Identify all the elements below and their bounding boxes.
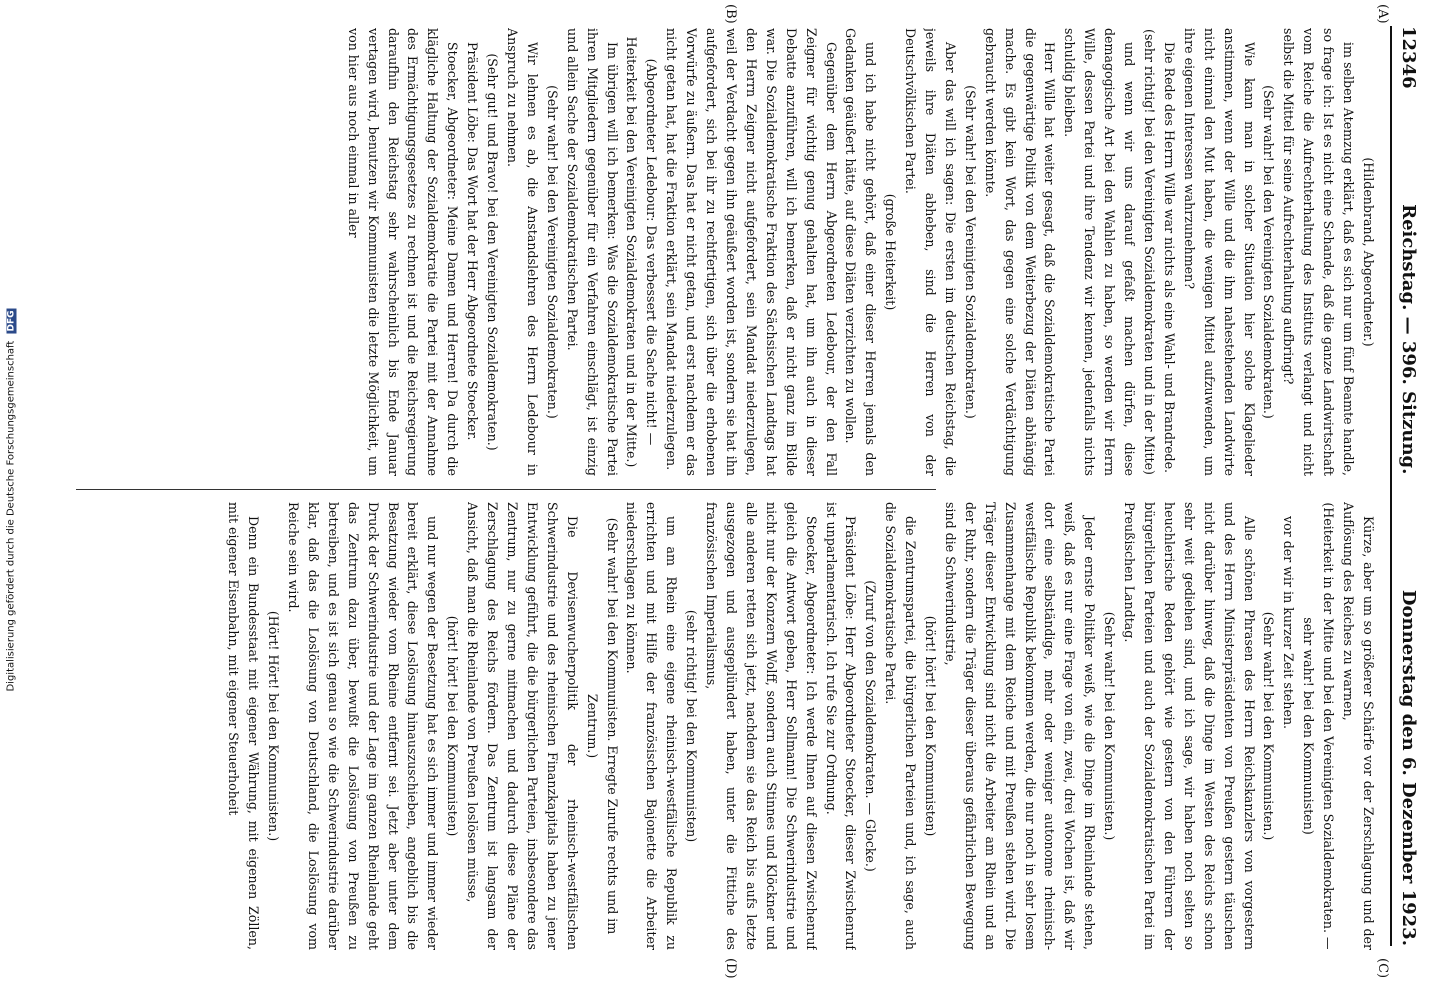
margin-mark-b: (B) xyxy=(723,4,738,24)
page-header xyxy=(1390,26,1426,946)
right-column-paragraph: Kürze, aber um so größerer Schärfe vor der Zerschlagung und der Auflösung des Reiches zu warnen, xyxy=(1341,502,1376,950)
right-column-paragraph: Alle schönen Phrasen des Herrn Reichskanzlers von vorgestern und des Herrn Ministerpräsidenten von Preußen gestern täuschen nicht darüber hinweg, daß die Dinge im Westen des Reichs schon sehr weit gediehen sind, und ich sage, wir haben noch selten so heuchlerische Reden gehört wie gestern von den Führern der bürgerlichen Parteien und auch der Sozialdemokratischen Partei im Preußischen Landtag. xyxy=(1122,502,1257,950)
left-column-paragraph: Die Rede des Herrn Wille war nichts als eine Wahl- und Brandrede. xyxy=(1161,42,1177,474)
funding-note xyxy=(6,308,17,691)
right-column-paragraph: Präsident Löbe: Herr Abgeordneter Stoecker, dieser Zwischenruf ist unparlamentarisch. Ich rufe Sie zur Ordnung. xyxy=(823,502,859,950)
right-column-paragraph: vor der wir in kurzer Zeit stehen. xyxy=(1281,516,1297,730)
right-text-column xyxy=(68,502,1378,950)
left-column-paragraph: Wie kann man in solcher Situation hier solche Klagelieder anstimmen, wenn der Wille und die ihm nahestehenden Landwirte nicht einmal den Mut haben, die wenigen Mittel aufzuwenden, um ihre eigenen Interessen wahrzunehmen? xyxy=(1181,28,1257,476)
left-column-paragraph: (sehr richtig! bei den Vereinigten Sozialdemokraten und in der Mitte) xyxy=(1142,29,1158,475)
right-column-paragraph: (Sehr wahr! bei den Kommunisten. Erregte Zurufe rechts und im Zentrum.) xyxy=(584,517,620,935)
session-title: Reichstag. — 396. Sitzung. xyxy=(1398,204,1420,475)
funding-text: Digitalisierung gefördert durch die Deutsche Forschungsgemeinschaft xyxy=(5,340,17,692)
right-column-paragraph: um am Rhein eine eigene rheinisch-westfälische Republik zu errichten und mit Hilfe der französischen Bajonette die Arbeiter niederschlagen zu können. xyxy=(624,502,680,950)
left-column-paragraph: und wenn wir uns darauf gefaßt machen dürfen, diese demagogische Art bei den Wahlen zu haben, so werden wir Herrn Wille, dessen Partei und ihre Tendenz wir kennen, jedenfalls nichts schuldig bleiben. xyxy=(1062,28,1138,476)
left-column-paragraph: Präsident Löbe: Das Wort hat der Herr Abgeordnete Stoecker. xyxy=(465,42,481,441)
right-column-paragraph: Jeder ernste Politiker weiß, wie die Dinge im Rheinlande stehen, weiß, daß es nur eine Frage von ein, zwei, drei Wochen ist, daß wir dort eine selbständige, mehr oder weniger autonome rheinisch-westfälische Republik bekommen werden, die nur noch in sehr losem Zusammenhange mit dem Reiche und mit Preußen stehen wird. Die Träger dieser Entwicklung sind nicht die Arbeiter am Rhein und an der Ruhr, sondern die Träger dieser überaus gefährlichen Bewegung sind die Schwerindustrie, xyxy=(942,502,1098,950)
right-column-paragraph: und nur wegen der Besetzung hat es sich immer und immer wieder bereit erklärt, diese Loslösung hinauszuschieben, angeblich bis die Besatzung wieder vom Rheine entfernt sei. Jetzt aber unter dem Druck der Schwerindustrie und der Lage im ganzen Rheinlande geht das Zentrum dazu über, bewußt die Loslösung von Preußen zu betreiben, und es ist sich genau so wie die Schwerindustrie darüber klar, daß das die Loslösung von Deutschland, die Loslösung vom Reiche sein wird. xyxy=(286,502,441,950)
page-number: 12346 xyxy=(1398,26,1420,89)
right-column-paragraph: (hört! hört! bei den Kommunisten) xyxy=(923,615,939,837)
left-column-paragraph: (Sehr wahr! bei den Vereinigten Sozialdemokraten.) xyxy=(544,85,560,419)
right-column-paragraph: (sehr richtig! bei den Kommunisten) xyxy=(684,609,700,843)
footer-strip xyxy=(0,0,22,1000)
column-divider xyxy=(76,489,936,490)
right-column-paragraph: (Sehr wahr! bei den Kommunisten.) xyxy=(1261,611,1277,841)
left-column-paragraph: Im übrigen will ich bemerken: Was die Sozialdemokratische Partei ihren Mitgliedern gegenüber für ein Verfahren einschlägt, ist einzig und allein Sache der Sozialdemokratischen Partei. xyxy=(564,28,620,476)
left-column-paragraph: (Sehr wahr! bei den Vereinigten Sozialdemokraten.) xyxy=(1261,85,1277,419)
margin-mark-c: (C) xyxy=(1375,958,1390,979)
left-column-paragraph: Stoecker, Abgeordneter: Meine Damen und Herren! Da durch die klägliche Haltung der Sozialdemokratie die Partei mit der Annahme des Ermächtigungsgesetzes zu rechnen ist und die Reichsregierung daraufhin den Reichstag sehr wahrscheinlich bis Ende Januar vertagen wird, benutzen wir Kommunisten die letzte Möglichkeit, um von hier aus noch einmal in aller xyxy=(345,28,461,476)
left-column-paragraph: Herr Wille hat weiter gesagt, daß die Sozialdemokratische Partei die gegenwärtige Politik von dem Weiterbezug der Diäten abhängig mache. Es gibt kein Wort, das gegen eine solche Verdächtigung gebraucht werden könnte. xyxy=(982,28,1058,476)
left-column-paragraph: Aber das will ich sagen: Die ersten im deutschen Reichstag, die jeweils ihre Diäten abheben, sind die Herren von der Deutschvölkischen Partei. xyxy=(903,28,958,476)
right-column-paragraph: (Heiterkeit in der Mitte und bei den Vereinigten Sozialdemokraten. — sehr wahr! bei den Kommunisten) xyxy=(1301,502,1337,950)
margin-mark-a: (A) xyxy=(1375,4,1390,24)
dfg-logo: DFG xyxy=(6,310,17,332)
left-column-paragraph: (Hildenbrand, Abgeordneter.) xyxy=(1361,157,1376,347)
left-column-paragraph: (Sehr gut! und Bravo! bei den Vereinigten Sozialdemokraten.) xyxy=(485,53,501,451)
right-column-paragraph: die Zentrumspartei, die bürgerlichen Parteien und, ich sage, auch die Sozialdemokratische Partei. xyxy=(883,502,919,950)
left-column-paragraph: (Abgeordneter Ledebour: Das verbessert die Sache nicht! — Heiterkeit bei den Vereinigten Sozialdemokraten und in der Mitte.) xyxy=(624,36,660,468)
right-column-paragraph: Stoecker, Abgeordneter: Ich werde Ihnen auf diesen Zwischenruf gleich die Antwort geben, Herr Sollmann! Die Schwerindustrie und nicht nur der Konzern Wolff, sondern auch Stinnes und Klöckner und alle anderen retten sich jetzt, nachdem sie das Reich bis aufs letzte ausgezogen und ausgeplündert haben, unter die Fittiche des französischen Imperialismus, xyxy=(704,502,819,950)
left-column-paragraph: und ich habe nicht gehört, daß einer dieser Herren jemals den Gedanken geäußert hätte, auf diese Diäten verzichten zu wollen. xyxy=(843,28,879,476)
right-column-paragraph: (Zuruf von den Sozialdemokraten. — Glocke.) xyxy=(863,580,879,872)
left-column-paragraph: Gegenüber dem Herrn Abgeordneten Ledebour, der den Fall Zeigner für wichtig genug gehalten hat, um ihn auch in dieser Debatte anzuführen, will ich bemerken, daß er nicht ganz im Bilde war. Die Sozialdemokratische Fraktion des Sächsischen Landtags hat den Herrn Zeigner nicht aufgefordert, sein Mandat niederzulegen, weil der Verdacht gegen ihn geäußert worden ist, sondern sie hat ihn aufgefordert, sich bei ihr zu rechtfertigen, sich über die erhobenen Vorwürfe zu äußern. Das hat er nicht getan, und erst nachdem er das nicht getan hat, hat die Fraktion erklärt, sein Mandat niederzulegen. xyxy=(664,28,839,476)
left-text-column xyxy=(68,28,1378,476)
left-column-paragraph: im selben Atemzug erklärt, daß es sich nur um fünf Beamte handle, so frage ich: Ist es nicht eine Schande, daß die ganze Landwirtschaft vom Reiche die Aufrechterhaltung des Instituts verlangt und nicht selbst die Mittel für seine Aufrechterhaltung aufbringt? xyxy=(1281,28,1357,476)
margin-mark-d: (D) xyxy=(723,958,738,979)
left-column-paragraph: Wir lehnen es ab, die Anstandslehren des Herrn Ledebour in Anspruch zu nehmen. xyxy=(505,28,540,476)
right-column-paragraph: Denn ein Bundesstaat mit eigener Währung, mit eigenen Zöllen, mit eigener Eisenbahn, mit eigener Steuerhoheit xyxy=(226,502,262,950)
left-column-paragraph: (große Heiterkeit) xyxy=(883,193,899,311)
left-column-paragraph: (Sehr wahr! bei den Vereinigten Sozialdemokraten.) xyxy=(962,85,978,419)
right-column-paragraph: (Hört! Hört! bei den Kommunisten.) xyxy=(266,610,282,842)
right-column-paragraph: Die Devisenwucherpolitik der rheinisch-westfälischen Schwerindustrie und des rheinischen Finanzkapitals haben zu jener Entwicklung geführt, die die bürgerlichen Parteien, insbesondere das Zentrum, nur zu gerne mitmachen und dadurch diese Pläne der Zerschlagung des Reichs fördern. Das Zentrum ist langsam der Ansicht, daß man die Rheinlande von Preußen loslösen müsse, xyxy=(465,502,580,950)
right-column-paragraph: (Sehr wahr! bei den Kommunisten.) xyxy=(1102,611,1118,841)
right-column-paragraph: (hört! hört! bei den Kommunisten) xyxy=(445,615,461,837)
session-date: Donnerstag den 6. Dezember 1923. xyxy=(1398,589,1420,946)
